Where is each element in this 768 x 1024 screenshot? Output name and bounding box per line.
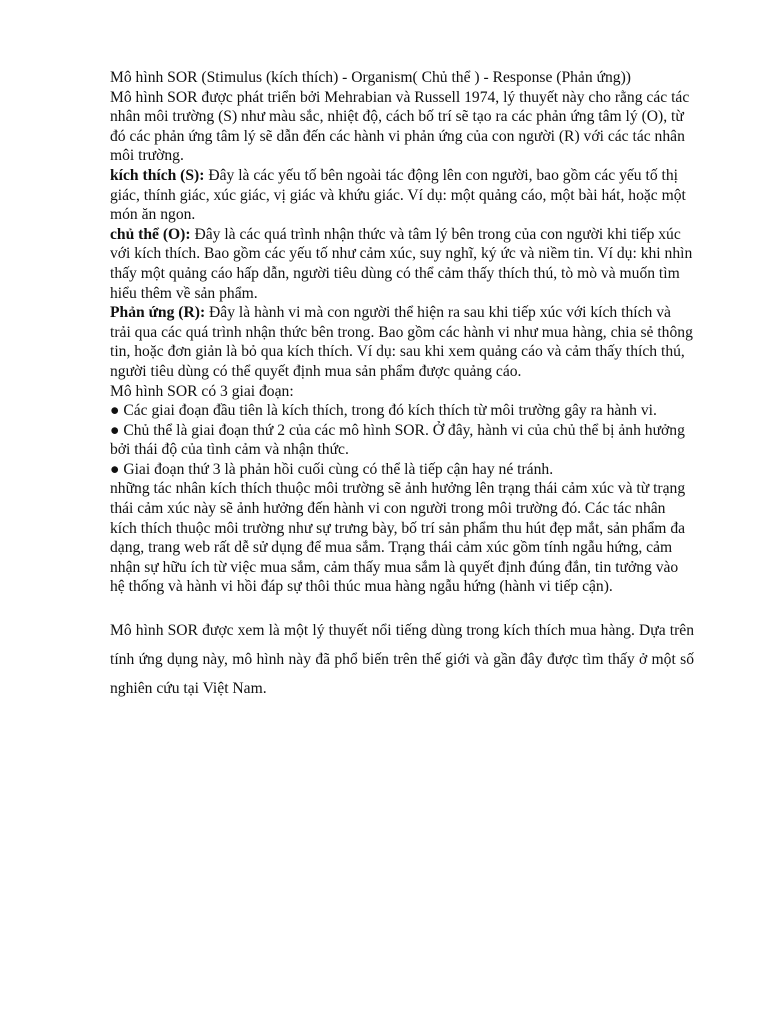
organism-paragraph: [110, 225, 694, 303]
response-text: Đây là hành vi mà con người thể hiện ra sau khi tiếp xúc với kích thích và trải qua các quá trình nhận thức bên trong. Bao gồm các hành vi như mua hàng, chia sẻ thông tin, hoặc đơn giản là bỏ qua kích thích. Ví dụ: sau khi xem quảng cáo và cảm thấy thích thú, người tiêu dùng có thể quyết định mua sản phẩm được quảng cáo.: [110, 304, 693, 380]
response-paragraph: [110, 303, 694, 381]
conclusion-paragraph: Mô hình SOR được xem là một lý thuyết nổi tiếng dùng trong kích thích mua hàng. Dựa trên tính ứng dụng này, mô hình này đã phổ biến trên thế giới và gần đây được tìm thấy ở một số nghiên cứu tại Việt Nam.: [110, 622, 694, 698]
stage-item-2: ● Chủ thể là giai đoạn thứ 2 của các mô hình SOR. Ở đây, hành vi của chủ thể bị ảnh hưởng bởi thái độ của tình cảm và nhận thức.: [110, 421, 685, 459]
stimulus-paragraph: [110, 166, 694, 225]
organism-term: chủ thể (O):: [110, 225, 191, 243]
stimulus-term: kích thích (S):: [110, 166, 205, 184]
organism-text: Đây là các quá trình nhận thức và tâm lý bên trong của con người khi tiếp xúc với kích thích. Bao gồm các yếu tố như cảm xúc, suy nghĩ, ký ức và niềm tin. Ví dụ: khi nhìn thấy một quảng cáo hấp dẫn, người tiêu dùng có thể cảm thấy thích thú, tò mò và muốn tìm hiểu thêm về sản phẩm.: [110, 225, 693, 302]
document-title: Mô hình SOR (Stimulus (kích thích) - Organism( Chủ thể ) - Response (Phản ứng)): [110, 69, 631, 86]
stages-heading: Mô hình SOR có 3 giai đoạn:: [110, 382, 294, 400]
stage-item-3: ● Giai đoạn thứ 3 là phản hồi cuối cùng có thể là tiếp cận hay né tránh.: [110, 460, 554, 478]
stimulus-text: Đây là các yếu tố bên ngoài tác động lên con người, bao gồm các yếu tố thị giác, thính giác, xúc giác, vị giác và khứu giác. Ví dụ: một quảng cáo, một bài hát, hoặc một món ăn ngon.: [110, 166, 686, 224]
response-term: Phản ứng (R):: [110, 304, 206, 322]
explanation-paragraph: những tác nhân kích thích thuộc môi trường sẽ ảnh hưởng lên trạng thái cảm xúc và từ trạng thái cảm xúc này sẽ ảnh hưởng đến hành vi con người trong môi trường đó. Các tác nhân kích thích thuộc môi trường như sự trưng bày, bố trí sản phẩm thu hút đẹp mắt, sản phẩm đa dạng, trang web rất dễ sử dụng để mua sắm. Trạng thái cảm xúc gồm tính ngẫu hứng, cảm nhận sự hữu ích từ việc mua sắm, cảm thấy mua sắm là quyết định đúng đắn, tin tưởng vào hệ thống và hành vi hồi đáp sự thôi thúc mua hàng ngẫu hứng (hành vi tiếp cận).: [110, 480, 686, 596]
stage-item-1: ● Các giai đoạn đầu tiên là kích thích, trong đó kích thích từ môi trường gây ra hành vi.: [110, 402, 657, 420]
document-page: [110, 68, 694, 703]
intro-paragraph: Mô hình SOR được phát triển bởi Mehrabian và Russell 1974, lý thuyết này cho rằng các tác nhân môi trường (S) như màu sắc, nhiệt độ, cách bố trí sẽ tạo ra các phản ứng tâm lý (O), từ đó các phản ứng tâm lý sẽ dẫn đến các hành vi phản ứng của con người (R) với các tác nhân môi trường.: [110, 88, 690, 165]
